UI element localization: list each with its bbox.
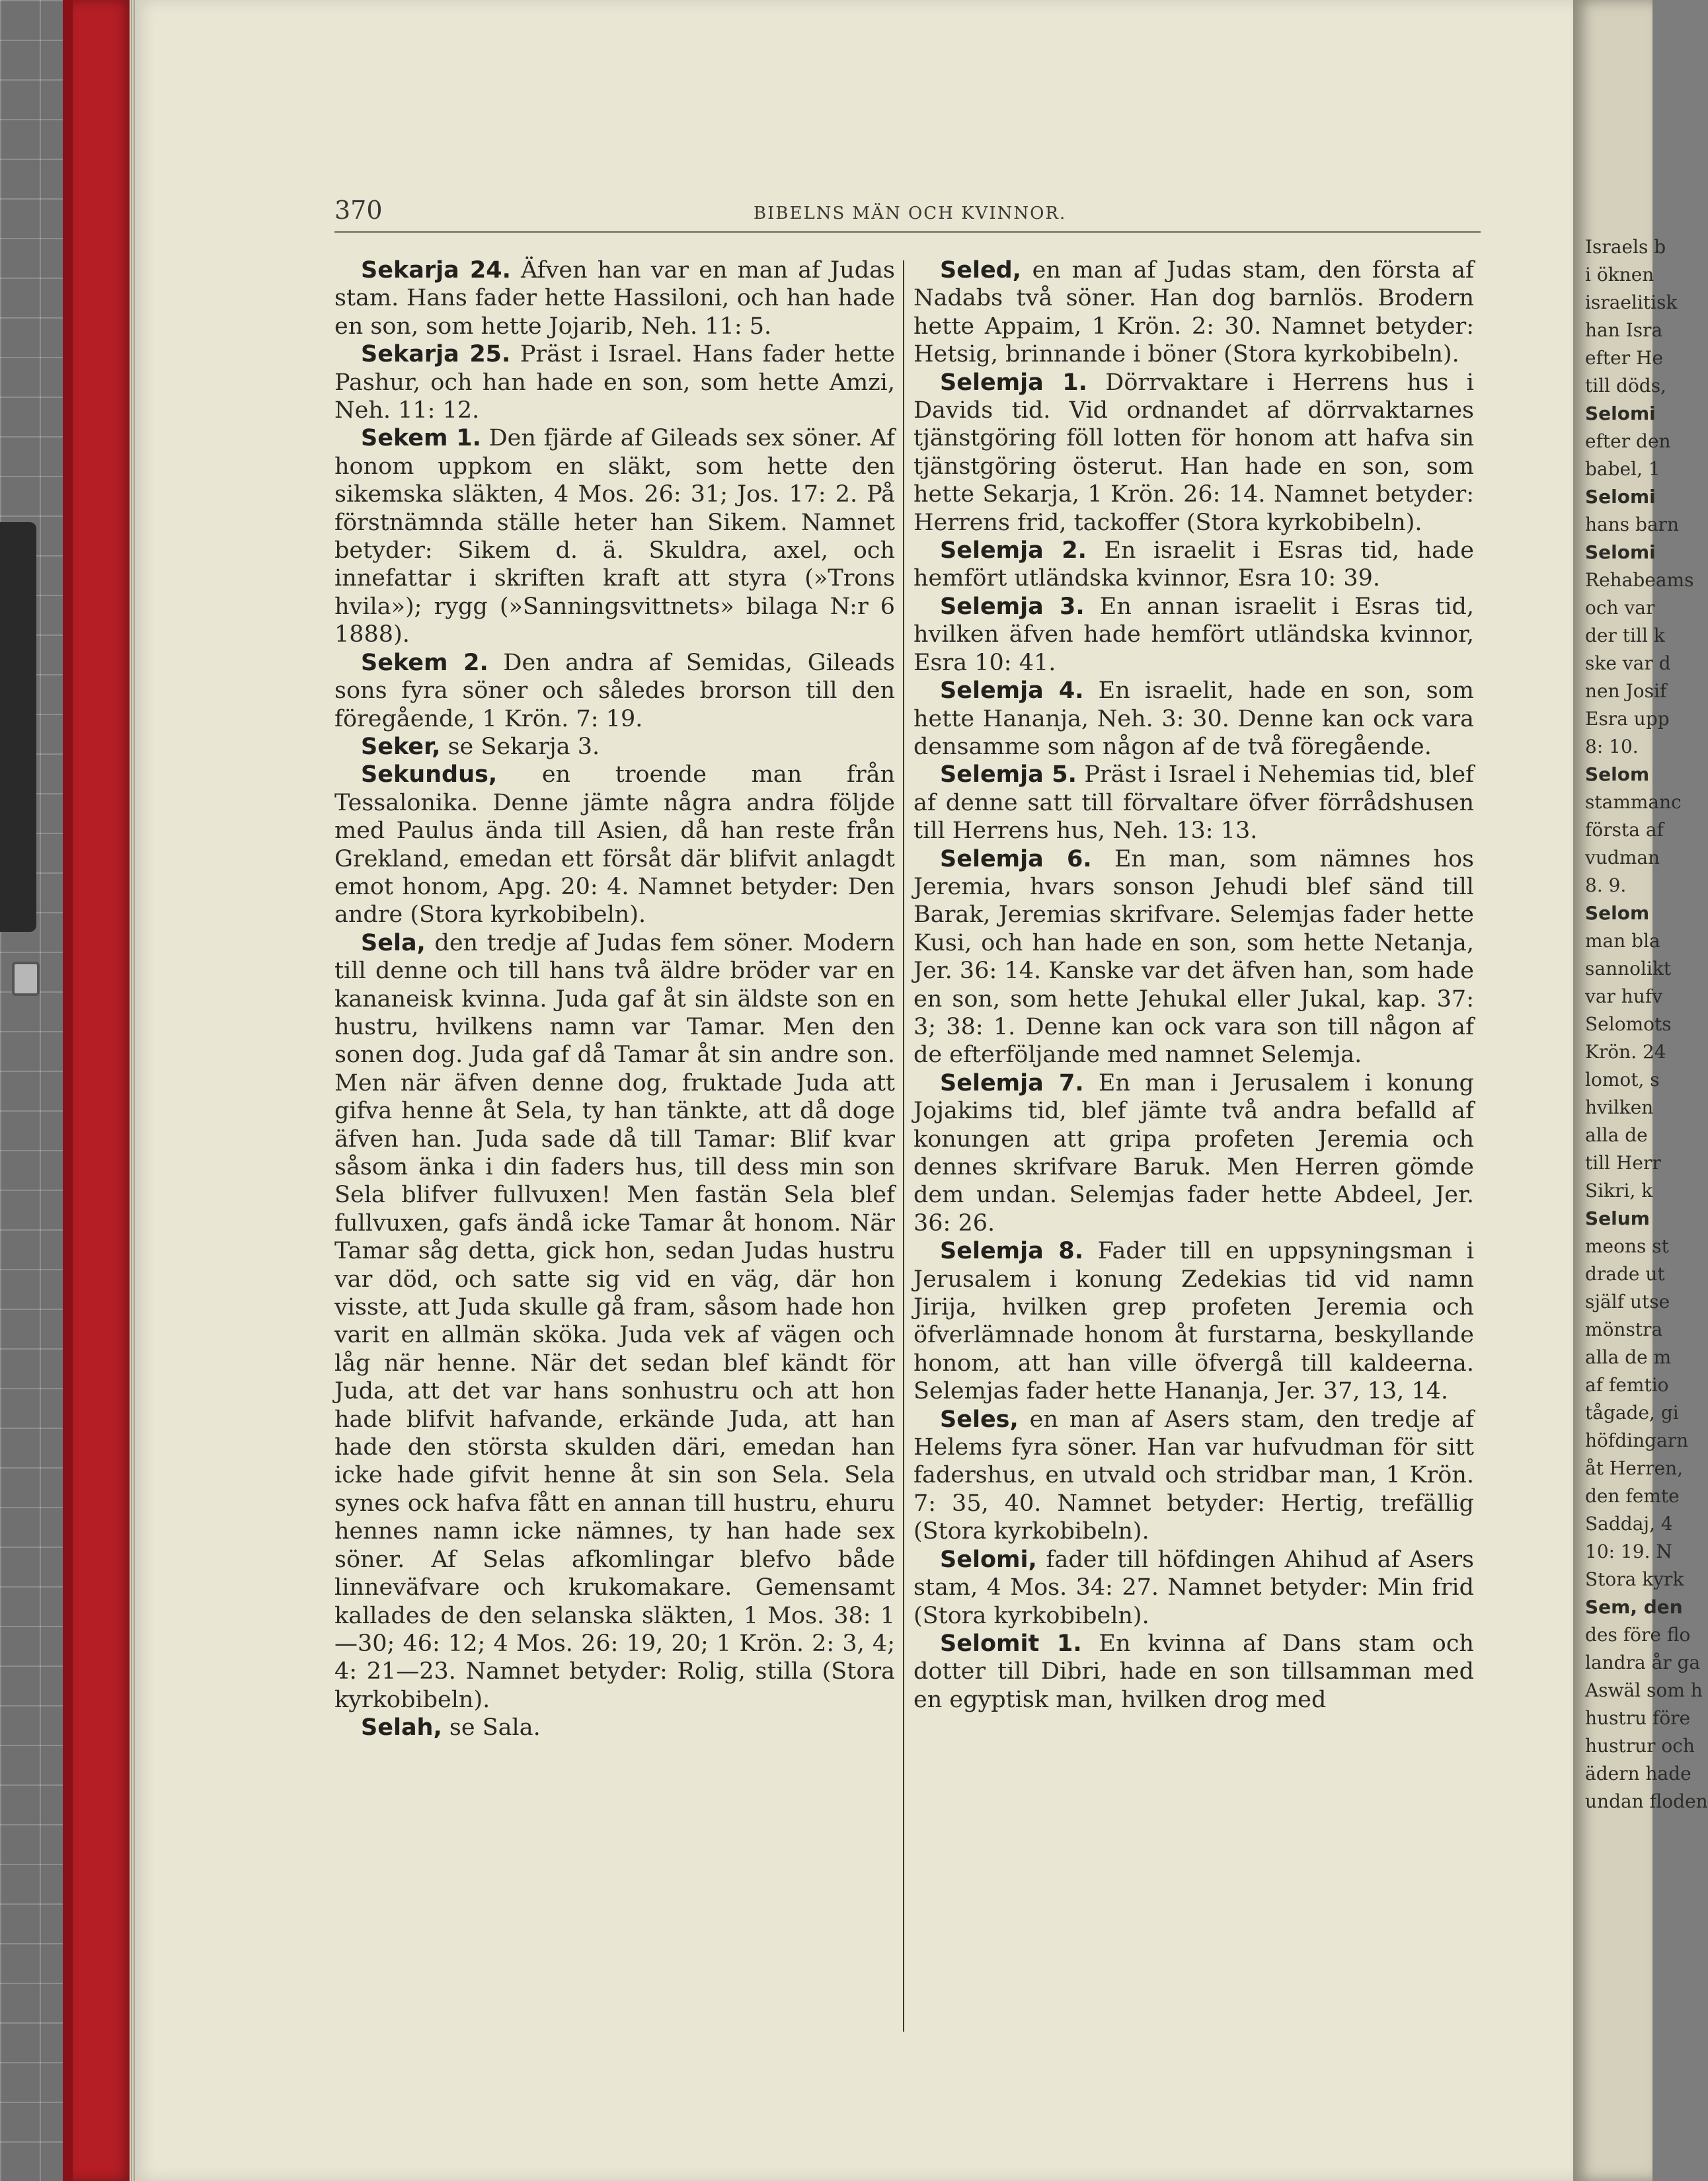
entry-headword: Sekem 1. xyxy=(361,425,481,452)
next-page-fragment: Aswäl som h xyxy=(1585,1679,1703,1701)
next-page-fragment: mönstra xyxy=(1585,1319,1663,1340)
entry-headword: Selemja 2. xyxy=(940,537,1087,564)
entry-text: En annan israelit i Esras tid, hvilken äfven hade hemfört utländska kvinnor, Esra 10: 41. xyxy=(913,593,1474,676)
next-page-fragment: Israels b xyxy=(1585,236,1666,258)
next-page-fragment: ädern hade xyxy=(1585,1763,1691,1784)
next-page-fragment: första af xyxy=(1585,819,1664,841)
next-page-fragment: landra år ga xyxy=(1585,1652,1701,1673)
entry-headword: Seles, xyxy=(940,1406,1019,1433)
next-page-fragment: man bla xyxy=(1585,930,1660,952)
dictionary-entry xyxy=(913,1546,1474,1630)
next-page-fragment: Saddaj, 4 xyxy=(1585,1513,1673,1535)
next-page-edge xyxy=(1573,0,1708,2181)
left-column xyxy=(334,256,895,1742)
next-page-fragment: drade ut xyxy=(1585,1263,1665,1285)
dictionary-entry xyxy=(913,1406,1474,1546)
entry-headword: Selemja 5. xyxy=(940,761,1077,788)
next-page-fragment: höfdingarn xyxy=(1585,1430,1689,1451)
entry-text: fader till höfdingen Ahihud af Asers stam, 4 Mos. 34: 27. Namnet betyder: Min frid (Stora kyrkobibeln). xyxy=(913,1546,1474,1629)
entry-text: En man i Jerusalem i konung Jojakims tid, blef jämte två andra befalld af konungen att gripa profeten Jeremia och dennes skrifvare Baruk. Men Herren gömde dem undan. Selemjas fader hette Abdeel, Jer. 36: 26. xyxy=(913,1069,1475,1237)
dictionary-entry xyxy=(334,424,895,648)
dictionary-entry xyxy=(334,256,895,340)
entry-headword: Selemja 7. xyxy=(940,1069,1084,1096)
entry-text: En israelit, hade en son, som hette Hananja, Neh. 3: 30. Denne kan ock vara densamme som någon af de två föregående. xyxy=(913,677,1474,760)
dictionary-entry xyxy=(913,677,1474,761)
next-page-fragment: till Herr xyxy=(1585,1152,1661,1174)
dictionary-entry xyxy=(913,369,1474,537)
entry-headword: Selomit 1. xyxy=(940,1630,1082,1657)
next-page-fragment: nen Josif xyxy=(1585,680,1667,702)
entry-text: Den andra af Semidas, Gileads sons fyra söner och således brorson till den föregående, 1 Krön. 7: 19. xyxy=(334,649,895,732)
next-page-fragment: des före flo xyxy=(1585,1624,1691,1646)
next-page-fragment: till döds, xyxy=(1585,375,1666,397)
entry-headword: Sekundus, xyxy=(361,761,498,788)
dictionary-entry xyxy=(913,256,1474,369)
clip-latch xyxy=(12,962,40,996)
next-page-fragment: alla de m xyxy=(1585,1346,1672,1368)
next-page-fragment: Esra upp xyxy=(1585,708,1670,730)
next-page-fragment: stammanc xyxy=(1585,791,1682,813)
entry-headword: Selemja 6. xyxy=(940,845,1092,872)
next-page-fragment: Selum xyxy=(1585,1207,1650,1229)
next-page-fragment: 10: 19. N xyxy=(1585,1541,1672,1562)
entry-headword: Seled, xyxy=(940,257,1022,284)
next-page-fragment: babel, 1 xyxy=(1585,458,1660,480)
dictionary-entry xyxy=(913,593,1474,677)
entry-text: Den fjärde af Gileads sex söner. Af honom uppkom en släkt, som hette den sikemska släkten, 4 Mos. 26: 31; Jos. 17: 2. På förstnämnda ställe heter han Sikem. Namnet betyder: Sikem d. ä. Skuldra, axel, och innefattar i skriften kraft att styra (»Trons hvila»); rygg (»Sanningsvittnets» bilaga N:r 6 1888). xyxy=(334,425,895,648)
next-page-fragment: sannolikt xyxy=(1585,958,1672,979)
right-column xyxy=(913,256,1474,1714)
next-page-fragment: 8: 10. xyxy=(1585,736,1639,757)
page-number: 370 xyxy=(334,196,383,225)
next-page-fragment: själf utse xyxy=(1585,1291,1670,1313)
dictionary-entry xyxy=(913,1237,1474,1405)
entry-text: Äfven han var en man af Judas stam. Hans fader hette Hassiloni, och han hade en son, som hette Jojarib, Neh. 11: 5. xyxy=(334,257,895,340)
next-page-fragment: Selomi xyxy=(1585,402,1656,424)
entry-text: en troende man från Tessalonika. Denne jämte några andra följde med Paulus ända till Asien, då han reste från Grekland, emedan ett försåt där blifvit anlagdt emot honom, Apg. 20: 4. Namnet betyder: Den andre (Stora kyrkobibeln). xyxy=(334,761,895,929)
entry-text: se Sala. xyxy=(442,1714,541,1741)
next-page-fragment: Sikri, k xyxy=(1585,1180,1653,1202)
entry-text: en man af Judas stam, den första af Nadabs två söner. Han dog barnlös. Brodern hette Appaim, 1 Krön. 2: 30. Namnet betyder: Hetsig, brinnande i böner (Stora kyrkobibeln). xyxy=(913,257,1474,368)
entry-headword: Sekarja 24. xyxy=(361,257,511,284)
entry-text: En kvinna af Dans stam och dotter till Dibri, hade en son tillsamman med en egyptisk man, hvilken drog med xyxy=(913,1630,1474,1713)
next-page-fragment: hvilken xyxy=(1585,1096,1654,1118)
next-page-fragment: tågade, gi xyxy=(1585,1402,1679,1424)
next-page-fragment: han Isra xyxy=(1585,319,1663,341)
next-page-fragment: Krön. 24 xyxy=(1585,1041,1666,1063)
entry-text: Fader till en uppsyningsman i Jerusalem i konung Zedekias tid vid namn Jirija, hvilken grep profeten Jeremia och öfverlämnade honom åt furstarna, beskyllande honom, att han ville öfvergå till kaldeerna. Selemjas fader hette Hananja, Jer. 37, 13, 14. xyxy=(913,1238,1474,1405)
next-page-fragment: åt Herren, xyxy=(1585,1457,1684,1479)
next-page-fragment: Selomi xyxy=(1585,486,1656,508)
binding-clip xyxy=(0,522,36,932)
entry-text: Dörrvaktare i Herrens hus i Davids tid. Vid ordnandet af dörrvaktarnes tjänstgöring föll lotten för honom att hafva sin tjänstgöring österut. Han hade en son, som hette Sekarja, 1 Krön. 26: 14. Namnet betyder: Herrens frid, tackoffer (Stora kyrkobibeln). xyxy=(913,369,1474,536)
next-page-fragment: af femtio xyxy=(1585,1374,1669,1396)
next-page-fragment: der till k xyxy=(1585,625,1665,646)
next-page-fragment: Selomi xyxy=(1585,541,1656,563)
dictionary-entry xyxy=(913,845,1474,1069)
next-page-fragment: Selomots xyxy=(1585,1013,1672,1035)
next-page-fragment: 8. 9. xyxy=(1585,874,1627,896)
next-page-fragment: Selom xyxy=(1585,763,1650,785)
entry-text: en man af Asers stam, den tredje af Helems fyra söner. Han var hufvudman för sitt fadershus, en utvald och stridbar man, 1 Krön. 7: 35, 40. Namnet betyder: Hertig, trefällig (Stora kyrkobibeln). xyxy=(913,1406,1474,1545)
next-page-fragment: Sem, den xyxy=(1585,1596,1683,1618)
dictionary-entry xyxy=(334,761,895,929)
dictionary-entry xyxy=(913,761,1474,845)
next-page-fragment: hustrur och xyxy=(1585,1735,1695,1757)
dictionary-entry xyxy=(334,340,895,424)
book-cover xyxy=(73,0,132,2181)
next-page-fragment: meons st xyxy=(1585,1235,1669,1257)
next-page-fragment: efter He xyxy=(1585,347,1664,369)
dictionary-entry xyxy=(913,1630,1474,1714)
next-page-fragment: hans barn xyxy=(1585,514,1680,535)
entry-headword: Selemja 3. xyxy=(940,593,1085,620)
next-page-fragment: Rehabeams xyxy=(1585,569,1694,591)
next-page-fragment: efter den xyxy=(1585,430,1671,452)
entry-text: se Sekarja 3. xyxy=(440,733,600,760)
next-page-fragment: undan floden xyxy=(1585,1790,1708,1812)
entry-headword: Selemja 8. xyxy=(940,1238,1084,1265)
entry-headword: Selemja 1. xyxy=(940,369,1087,396)
dictionary-entry xyxy=(334,649,895,733)
next-page-fragment: israelitisk xyxy=(1585,291,1678,313)
next-page-fragment: hustru före xyxy=(1585,1707,1691,1729)
entry-text: den tredje af Judas fem söner. Modern till denne och till hans två äldre bröder var en kananeisk kvinna. Juda gaf åt sin äldste son en hustru, hvilkens namn var Tamar. Men den sonen dog. Juda gaf då Tamar åt sin andre son. Men när äfven denne dog, fruktade Juda att gifva henne åt Sela, ty han tänkte, att då doge äfven han. Juda sade då till Tamar: Blif kvar såsom änka i din faders hus, till dess min son Sela blifver fullvuxen! Men fastän Sela blef fullvuxen, gafs ändå icke Tamar åt honom. När Tamar såg detta, gick hon, sedan Judas hustru var död, och satte sig vid en väg, där hon visste, att Juda skulle gå fram, såsom hade hon varit en allmän sköka. Juda vek af vägen och låg när henne. När det sedan blef kändt för Juda, att det var hans sonhustru och att hon hade blifvit hafvande, erkände Juda, att han hade den största skulden däri, emedan han icke hade gifvit henne åt sin son Sela. Sela synes ock hafva fått en annan till hustru, ehuru hennes namn icke nämnes, ty han hade sex söner. Af Selas afkomlingar blefvo både linneväfvare och krukomakare. Gemensamt kallades de den selanska släkten, 1 Mos. 38: 1—30; 46: 12; 4 Mos. 26: 19, 20; 1 Krön. 2: 3, 4; 4: 21—23. Namnet betyder: Rolig, stilla (Stora kyrkobibeln). xyxy=(334,929,895,1713)
entry-text: Präst i Israel i Nehemias tid, blef af denne satt till förvaltare öfver förrådshusen till Herrens hus, Neh. 13: 13. xyxy=(913,761,1474,845)
next-page-fragment: vudman xyxy=(1585,847,1660,868)
entry-headword: Selah, xyxy=(361,1714,442,1741)
entry-text: Präst i Israel. Hans fader hette Pashur, och han hade en son, som hette Amzi, Neh. 11: 12. xyxy=(334,341,896,424)
entry-headword: Sela, xyxy=(361,929,426,956)
dictionary-entry xyxy=(913,537,1474,593)
dictionary-entry xyxy=(334,733,895,761)
next-page-fragment: Selom xyxy=(1585,902,1650,924)
next-page-fragment: Stora kyrk xyxy=(1585,1568,1684,1590)
next-page-fragment: lomot, s xyxy=(1585,1069,1660,1090)
page-header xyxy=(334,196,1481,233)
column-divider xyxy=(903,260,904,2032)
next-page-fragment: alla de xyxy=(1585,1124,1648,1146)
entry-headword: Selemja 4. xyxy=(940,677,1084,705)
entry-headword: Selomi, xyxy=(940,1546,1037,1573)
entry-text: En israelit i Esras tid, hade hemfört utländska kvinnor, Esra 10: 39. xyxy=(913,537,1475,592)
entry-headword: Sekem 2. xyxy=(361,649,488,676)
entry-text: En man, som nämnes hos Jeremia, hvars sonson Jehudi blef sänd till Barak, Jeremias skrifvare. Selemjas fader hette Kusi, och han hade en son, som hette Netanja, Jer. 36: 14. Kanske var det äfven han, som hade en son, som hette Jehukal eller Jukal, kap. 37: 3; 38: 1. Denne kan ock vara son till någon af de efterföljande med namnet Selemja. xyxy=(913,845,1474,1069)
dictionary-entry xyxy=(913,1069,1474,1237)
next-page-fragment: var hufv xyxy=(1585,985,1663,1007)
dictionary-entry xyxy=(334,1714,895,1741)
entry-headword: Seker, xyxy=(361,733,441,760)
entry-headword: Sekarja 25. xyxy=(361,341,511,368)
next-page-fragment: den femte xyxy=(1585,1485,1680,1507)
running-title: BIBELNS MÄN OCH KVINNOR. xyxy=(754,204,1067,223)
dictionary-entry xyxy=(334,929,895,1714)
next-page-fragment: ske var d xyxy=(1585,652,1671,674)
next-page-fragment: och var xyxy=(1585,597,1655,619)
next-page-fragment: i öknen xyxy=(1585,264,1654,286)
